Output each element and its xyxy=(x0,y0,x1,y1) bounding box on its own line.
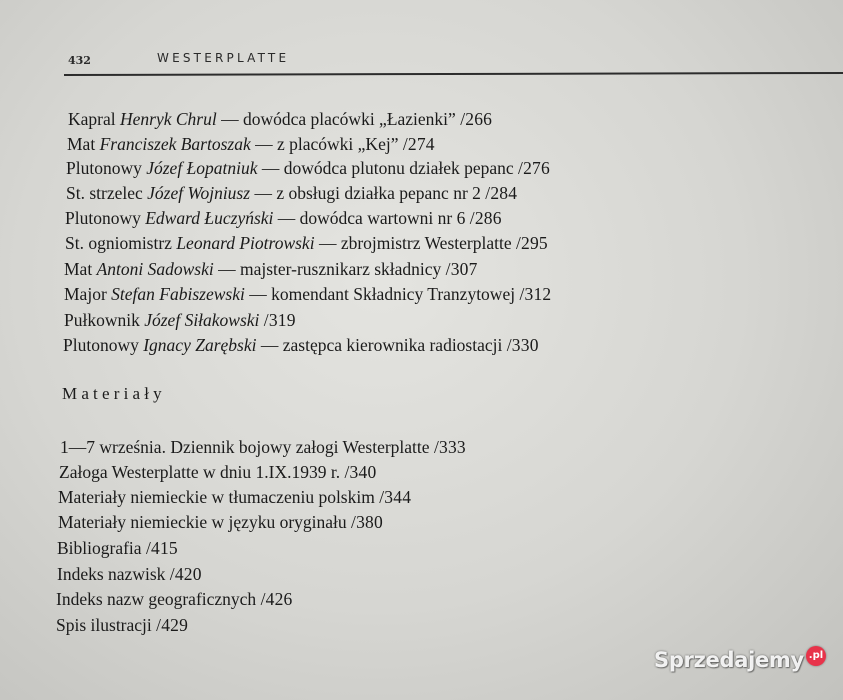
entry-person-name: Stefan Fabiszewski xyxy=(111,284,245,304)
entry-rank: Plutonowy xyxy=(65,208,141,228)
illustration-entry xyxy=(65,233,548,253)
entry-page: /380 xyxy=(351,512,383,532)
entry-person-name: Henryk Chrul xyxy=(120,109,217,129)
entry-description: — zbrojmistrz Westerplatte xyxy=(318,233,512,253)
header-rule xyxy=(64,72,843,76)
entry-person-name: Franciszek Bartoszak xyxy=(99,134,251,154)
watermark-badge: .pl xyxy=(806,646,826,666)
entry-description: — komendant Składnicy Tranzytowej xyxy=(249,284,516,304)
entry-title: Materiały niemieckie w tłumaczeniu polskim xyxy=(58,487,375,507)
entry-title: Spis ilustracji xyxy=(56,615,152,635)
entry-title: Załoga Westerplatte w dniu 1.IX.1939 r. xyxy=(59,462,341,482)
illustration-entry xyxy=(64,284,551,304)
entry-description: — majster-rusznikarz składnicy xyxy=(218,259,442,279)
entry-page: /312 xyxy=(519,284,552,304)
materials-entry xyxy=(58,512,383,532)
entry-person-name: Antoni Sadowski xyxy=(96,259,214,279)
entry-rank: Plutonowy xyxy=(63,335,139,355)
entry-rank: Kapral xyxy=(68,109,116,129)
page-number: 432 xyxy=(68,54,91,67)
illustration-entry xyxy=(66,183,517,203)
entry-page: /344 xyxy=(379,487,412,507)
entry-person-name: Józef Łopatniuk xyxy=(146,158,258,178)
entry-title: 1—7 września. Dziennik bojowy załogi Westerplatte xyxy=(60,437,430,457)
entry-person-name: Edward Łuczyński xyxy=(145,208,274,228)
entry-rank: St. strzelec xyxy=(66,183,143,203)
materials-entry xyxy=(58,487,411,507)
materials-entry xyxy=(56,615,188,635)
entry-description: — dowódca plutonu działek pepanc xyxy=(261,158,514,178)
entry-page: /274 xyxy=(402,134,435,154)
entry-page: /426 xyxy=(260,589,293,609)
entry-page: /415 xyxy=(145,538,178,558)
entry-description: — dowódca placówki „Łazienki” xyxy=(221,109,456,129)
entry-title: Bibliografia xyxy=(57,538,142,558)
entry-rank: Mat xyxy=(64,259,93,279)
entry-page: /295 xyxy=(515,233,548,253)
materials-entry xyxy=(57,564,202,584)
entry-description: — dowódca wartowni nr 6 xyxy=(277,208,466,228)
entry-page: /429 xyxy=(156,615,189,635)
entry-description: — zastępca kierownika radiostacji xyxy=(260,335,503,355)
materials-entry xyxy=(60,437,466,457)
illustration-entry xyxy=(63,335,539,355)
entry-page: /330 xyxy=(506,335,539,355)
entry-page: /266 xyxy=(460,109,493,129)
entry-title: Materiały niemieckie w języku oryginału xyxy=(58,512,347,532)
entry-title: Indeks nazwisk xyxy=(57,564,166,584)
entry-page: /420 xyxy=(169,564,202,584)
illustration-entry xyxy=(64,310,296,330)
entry-person-name: Józef Siłakowski xyxy=(144,310,260,330)
entry-page: /319 xyxy=(263,310,296,330)
illustration-entry xyxy=(65,208,502,228)
watermark-logo-text: Sprzedajemy xyxy=(654,648,804,672)
section-heading-materials: Materiały xyxy=(62,384,166,403)
entry-person-name: Leonard Piotrowski xyxy=(176,233,315,253)
materials-entry xyxy=(59,462,376,482)
entry-page: /284 xyxy=(485,183,518,203)
illustration-entry xyxy=(67,134,435,154)
entry-person-name: Ignacy Zarębski xyxy=(143,335,257,355)
illustration-entry xyxy=(66,158,550,178)
entry-title: Indeks nazw geograficznych xyxy=(56,589,257,609)
entry-page: /286 xyxy=(469,208,502,228)
entry-page: /333 xyxy=(433,437,466,457)
entry-page: /276 xyxy=(518,158,550,178)
entry-page: /340 xyxy=(344,462,377,482)
entry-rank: Mat xyxy=(67,134,96,154)
entry-person-name: Józef Wojniusz xyxy=(147,183,251,203)
entry-rank: St. ogniomistrz xyxy=(65,233,172,253)
entry-rank: Major xyxy=(64,284,107,304)
illustration-entry xyxy=(68,109,492,129)
illustration-entry xyxy=(64,259,478,279)
materials-entry xyxy=(57,538,178,558)
materials-entry xyxy=(56,589,292,609)
entry-description: — z obsługi działka pepanc nr 2 xyxy=(254,183,481,203)
entry-rank: Plutonowy xyxy=(66,158,142,178)
entry-rank: Pułkownik xyxy=(64,310,140,330)
entry-page: /307 xyxy=(445,259,478,279)
running-head: WESTERPLATTE xyxy=(157,51,290,65)
entry-description: — z placówki „Kej” xyxy=(255,134,399,154)
